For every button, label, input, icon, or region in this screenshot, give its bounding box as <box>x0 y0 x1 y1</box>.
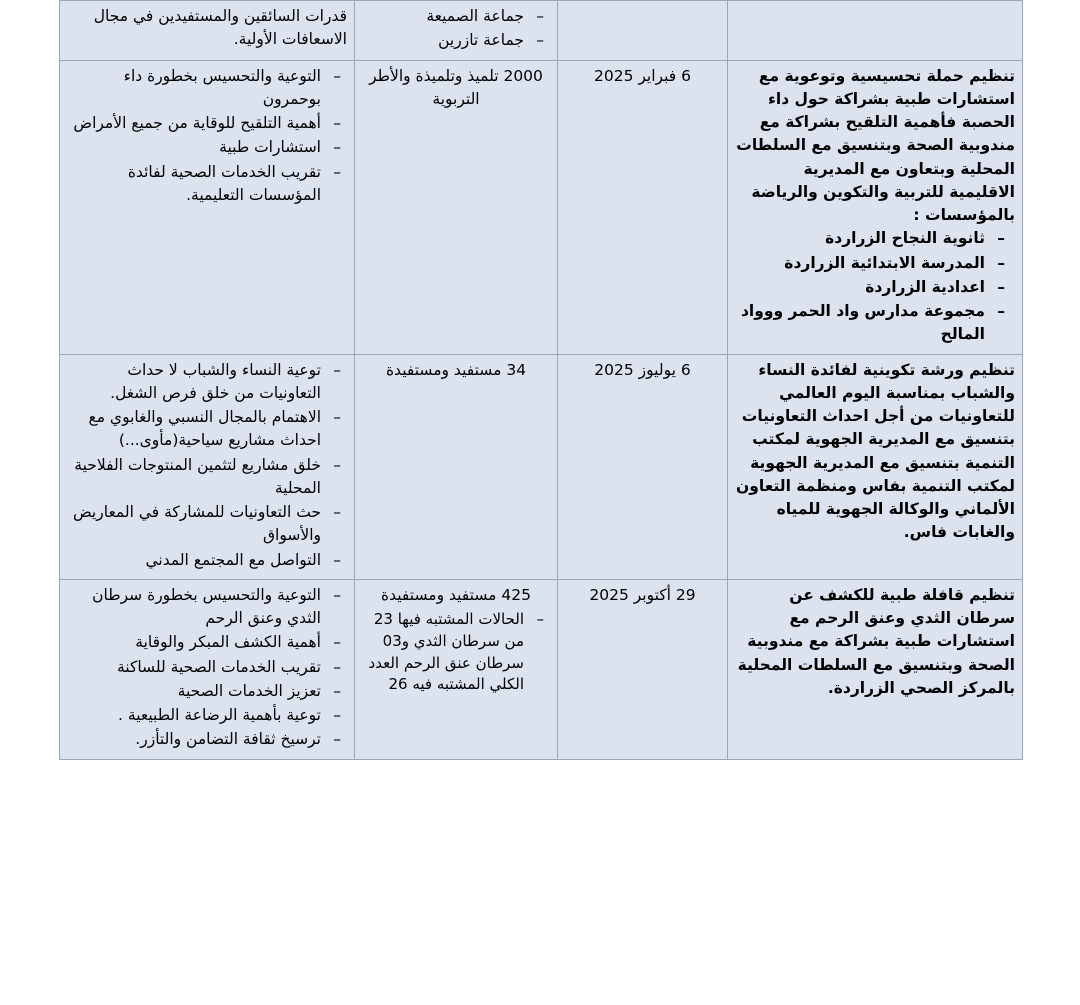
list-item: – تعزيز الخدمات الصحية <box>67 680 347 703</box>
cell-date <box>558 579 728 759</box>
list-item: – اعدادية الزراردة <box>735 276 1015 299</box>
objectives-list <box>67 584 347 752</box>
list-item: – توعية النساء والشباب لا حداث التعاونيات من خلق فرص الشغل. <box>67 359 347 406</box>
cell-beneficiaries <box>355 1 558 61</box>
action-items-list <box>735 227 1015 346</box>
date-text: 6 يوليوز 2025 <box>594 360 691 379</box>
list-item: – استشارات طبية <box>67 136 347 159</box>
list-item: – تقريب الخدمات الصحية للساكنة <box>67 656 347 679</box>
activities-table <box>59 0 1023 760</box>
list-item: – ترسيخ ثقافة التضامن والتأزر. <box>67 728 347 751</box>
list-item: – توعية بأهمية الرضاعة الطبيعية . <box>67 704 347 727</box>
beneficiaries-text: 425 مستفيد ومستفيدة <box>381 585 531 604</box>
beneficiaries-details-list <box>362 609 550 696</box>
table-row <box>60 1 1023 61</box>
list-item: – أهمية الكشف المبكر والوقاية <box>67 631 347 654</box>
cell-date <box>558 1 728 61</box>
cell-objectives <box>60 60 355 354</box>
cell-action <box>728 579 1023 759</box>
beneficiaries-text: 34 مستفيد ومستفيدة <box>385 360 527 379</box>
list-item: – جماعة الصميعة <box>362 5 550 28</box>
cell-objectives <box>60 354 355 579</box>
cell-date <box>558 60 728 354</box>
list-item: – التواصل مع المجتمع المدني <box>67 549 347 572</box>
beneficiaries-list <box>362 5 550 53</box>
action-text: تنظيم ورشة تكوينية لفائدة النساء والشباب بمناسبة اليوم العالمي للتعاونيات من أجل احداث التعاونيات بتنسيق مع المديرية الجهوية لمكتب التنمية بتنسيق مع المديرية الجهوية لمكتب التنمية بفاس ومنظمة التعاون الألماني والوكالة الجهوية للمياه والغابات فاس. <box>736 360 1015 542</box>
cell-objectives <box>60 1 355 61</box>
list-item: – ثانوية النجاح الزراردة <box>735 227 1015 250</box>
page-edge <box>1072 0 1080 1005</box>
list-item: – حث التعاونيات للمشاركة في المعاريض والأسواق <box>67 501 347 548</box>
cell-beneficiaries <box>355 60 558 354</box>
objective-text: قدرات السائقين والمستفيدين في مجال الاسعافات الأولية. <box>93 7 347 49</box>
table-row <box>60 354 1023 579</box>
cell-action <box>728 354 1023 579</box>
cell-objectives <box>60 579 355 759</box>
table-row <box>60 579 1023 759</box>
list-item: – الاهتمام بالمجال النسبي والغابوي مع احداث مشاريع سياحية(مأوى...) <box>67 406 347 453</box>
cell-beneficiaries <box>355 354 558 579</box>
date-text: 29 أكتوبر 2025 <box>589 585 696 604</box>
list-item: – الحالات المشتبه فيها 23 من سرطان الثدي و03 سرطان عنق الرحم العدد الكلي المشتبه فيه 26 <box>362 609 550 696</box>
cell-date <box>558 354 728 579</box>
cell-action <box>728 60 1023 354</box>
beneficiaries-text: 2000 تلميذ وتلميذة والأطر التربوية <box>369 66 543 108</box>
list-item: – المدرسة الابتدائية الزراردة <box>735 252 1015 275</box>
date-text: 6 فبراير 2025 <box>594 66 691 85</box>
cell-action <box>728 1 1023 61</box>
list-item: – التوعية والتحسيس بخطورة داء بوحمرون <box>67 65 347 112</box>
list-item: – مجموعة مدارس واد الحمر ووواد المالح <box>735 300 1015 347</box>
table-row <box>60 60 1023 354</box>
action-text: تنظيم حملة تحسيسية وتوعوية مع استشارات طبية بشراكة حول داء الحصبة فأهمية التلقيح بشراكة مع مندوبية الصحة وبتنسيق مع السلطات المحلية وبتعاون مع المديرية الاقليمية للتربية والتكوين والرياضة بالمؤسسات : <box>736 66 1015 224</box>
list-item: – تقريب الخدمات الصحية لفائدة المؤسسات التعليمية. <box>67 161 347 208</box>
objectives-list <box>67 65 347 208</box>
list-item: – خلق مشاريع لتثمين المنتوجات الفلاحية المحلية <box>67 454 347 501</box>
objectives-list <box>67 359 347 572</box>
list-item: – أهمية التلقيح للوقاية من جميع الأمراض <box>67 112 347 135</box>
cell-beneficiaries <box>355 579 558 759</box>
list-item: – التوعية والتحسيس بخطورة سرطان الثدي وعنق الرحم <box>67 584 347 631</box>
list-item: – جماعة تازرين <box>362 29 550 52</box>
action-text: تنظيم قافلة طبية للكشف عن سرطان الثدي وعنق الرحم مع استشارات طبية بشراكة مع مندوبية الصحة وبتنسيق مع السلطات المحلية بالمركز الصحي الزراردة. <box>737 585 1015 697</box>
